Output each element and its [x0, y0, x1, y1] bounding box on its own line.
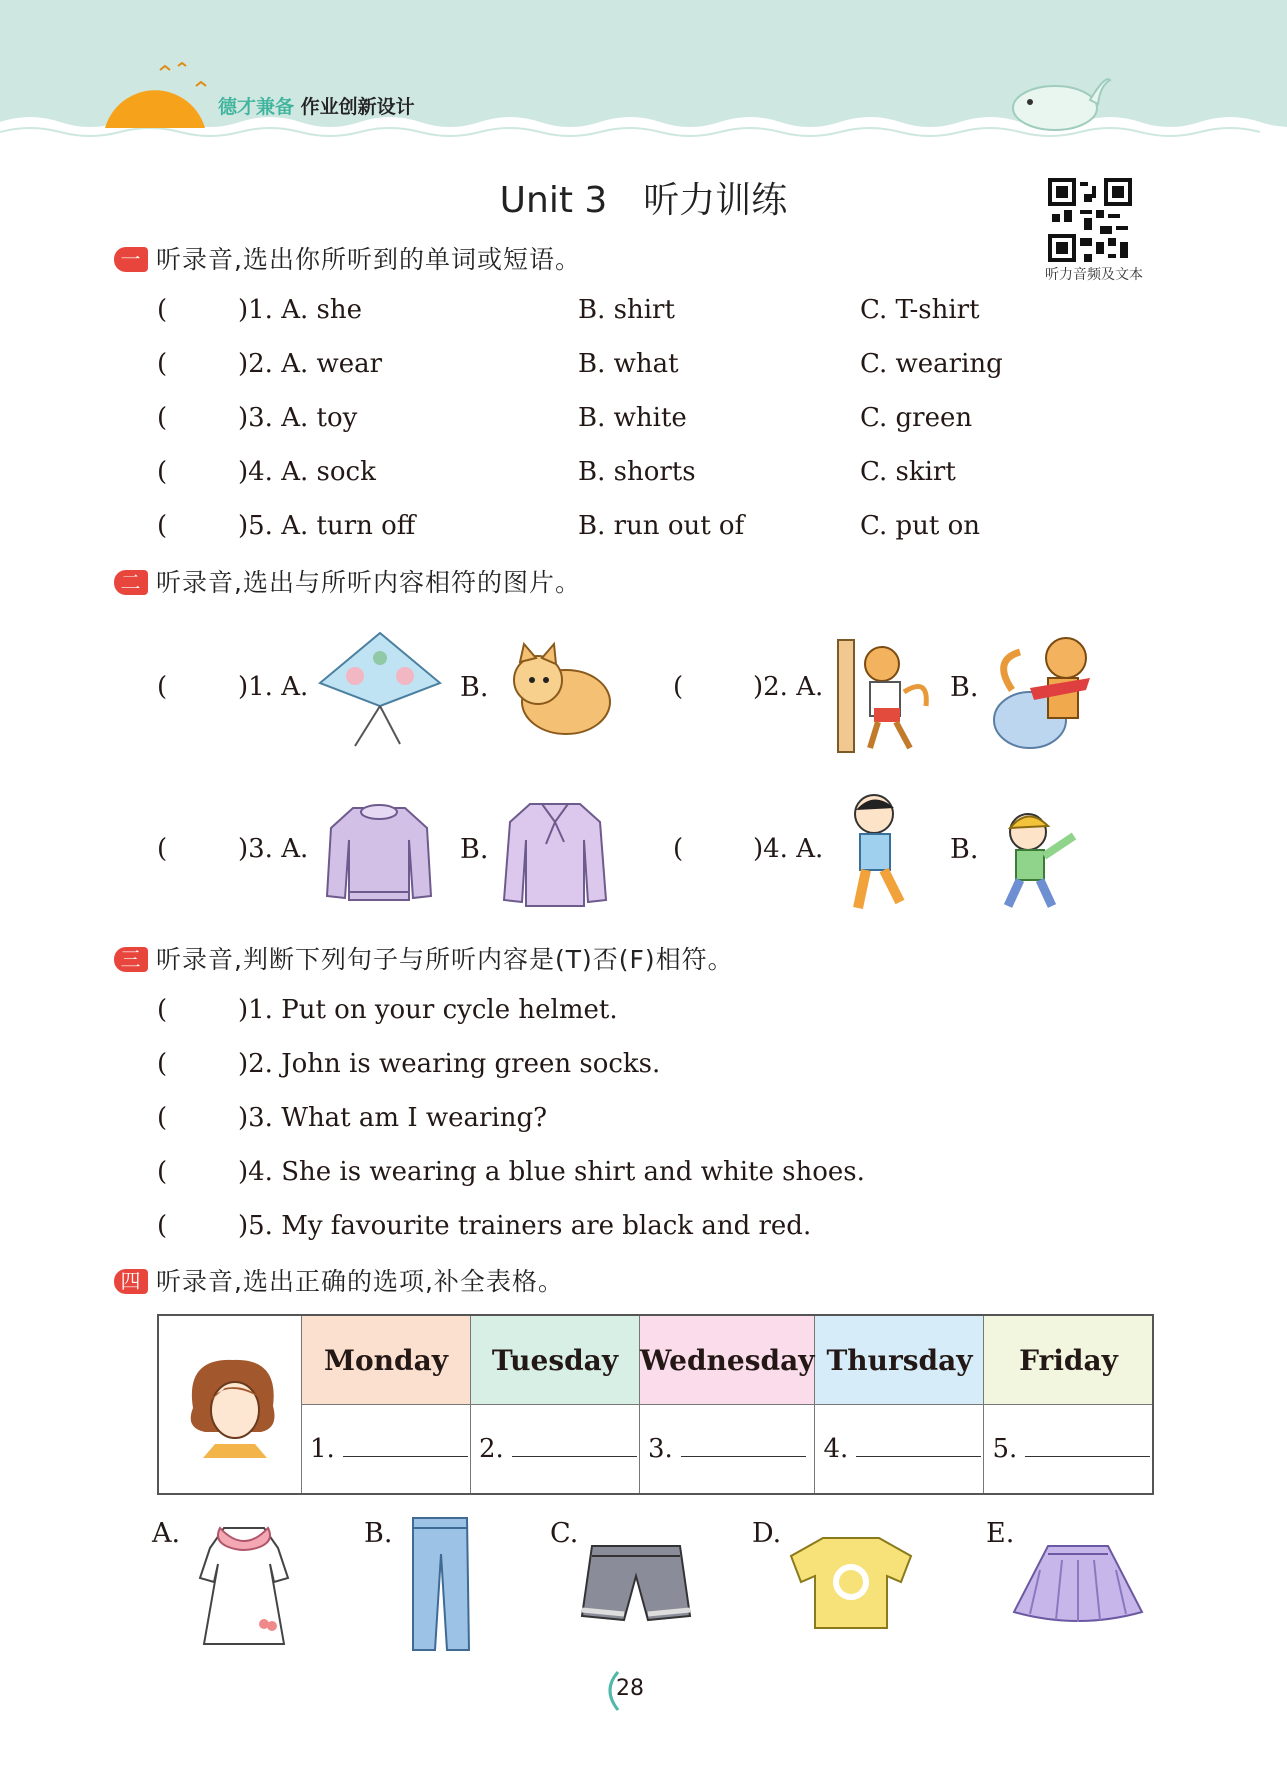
header-decoration: [0, 0, 1287, 150]
day-header-thursday: Thursday: [815, 1315, 984, 1405]
s1-item5-c: C. put on: [860, 511, 980, 541]
qr-code-icon[interactable]: [1048, 178, 1132, 262]
answer-paren[interactable]: (: [157, 1049, 168, 1079]
page-number: 28: [616, 1676, 644, 1701]
answer-paren[interactable]: (: [157, 1103, 168, 1133]
brand-part1: 德才兼备: [218, 96, 295, 118]
option-e-label: E.: [986, 1518, 1015, 1549]
s3-item5: )5. My favourite trainers are black and red.: [238, 1211, 812, 1241]
brand-part2: 作业创新设计: [300, 96, 415, 118]
tiger-scarf-picture: [990, 630, 1105, 750]
answer-cell-2[interactable]: [471, 1405, 640, 1495]
answer-paren[interactable]: (: [157, 349, 168, 379]
s1-item4-b: B. shorts: [578, 457, 696, 487]
section3-badge: 三: [114, 947, 148, 972]
blank-number: 2.: [479, 1434, 504, 1464]
s1-item3-b: B. white: [578, 403, 687, 433]
answer-paren[interactable]: (: [157, 995, 168, 1025]
answer-paren[interactable]: (: [157, 1157, 168, 1187]
shorts-picture: [578, 1540, 694, 1626]
s1-item2-c: C. wearing: [860, 349, 1003, 379]
s1-item4-a: )4. A. sock: [238, 457, 376, 487]
s1-item1-b: B. shirt: [578, 295, 675, 325]
option-b-label: B.: [364, 1518, 393, 1549]
answer-blank[interactable]: [1025, 1436, 1150, 1457]
s2-q1-b-label: B.: [460, 672, 489, 703]
section3-heading: [114, 940, 734, 976]
schedule-table: [157, 1314, 1154, 1495]
jeans-picture: [405, 1514, 475, 1654]
s2-q4-label: )4. A.: [753, 834, 824, 864]
sweater-picture: [323, 800, 435, 906]
s3-item2: )2. John is wearing green socks.: [238, 1049, 661, 1079]
answer-paren[interactable]: (: [157, 511, 168, 541]
s2-q1-label: )1. A.: [238, 672, 309, 702]
s1-item1-c: C. T-shirt: [860, 295, 980, 325]
day-header-monday: Monday: [302, 1315, 471, 1405]
answer-blank[interactable]: [343, 1436, 468, 1457]
s2-q3-label: )3. A.: [238, 834, 309, 864]
answer-paren[interactable]: (: [157, 403, 168, 433]
blank-number: 5.: [992, 1434, 1018, 1464]
section4-instruction: 听录音,选出正确的选项,补全表格。: [156, 1267, 564, 1296]
s1-item1-a: )1. A. she: [238, 295, 362, 325]
blank-number: 4.: [823, 1434, 849, 1464]
section3-instruction: 听录音,判断下列句子与所听内容是(T)否(F)相符。: [156, 945, 734, 974]
helmet-boy-picture: [988, 806, 1084, 912]
answer-cell-3[interactable]: [640, 1405, 815, 1495]
answer-cell-5[interactable]: [984, 1405, 1154, 1495]
answer-paren[interactable]: (: [157, 1211, 168, 1241]
section1-heading: [114, 240, 581, 276]
answer-cell-4[interactable]: [815, 1405, 984, 1495]
day-header-friday: Friday: [984, 1315, 1154, 1405]
section1-badge: 一: [114, 247, 148, 272]
kite-picture: [315, 628, 445, 750]
answer-paren[interactable]: (: [673, 672, 684, 702]
s3-item4: )4. She is wearing a blue shirt and white shoes.: [238, 1157, 865, 1187]
s1-item3-a: )3. A. toy: [238, 403, 358, 433]
option-a-label: A.: [152, 1518, 181, 1549]
section1-instruction: 听录音,选出你所听到的单词或短语。: [156, 245, 581, 274]
s1-item4-c: C. skirt: [860, 457, 956, 487]
answer-blank[interactable]: [512, 1436, 637, 1457]
s1-item2-a: )2. A. wear: [238, 349, 383, 379]
qr-caption: 听力音频及文本: [1045, 267, 1143, 283]
section2-badge: 二: [114, 570, 148, 595]
answer-blank[interactable]: [681, 1436, 806, 1457]
sun-icon: [105, 90, 205, 128]
s1-item3-c: C. green: [860, 403, 973, 433]
tiger-door-picture: [834, 636, 944, 756]
girl-picture-cell: [158, 1315, 302, 1494]
option-d-label: D.: [752, 1518, 782, 1549]
s1-item5-b: B. run out of: [578, 511, 745, 541]
girl-picture: [175, 1348, 285, 1458]
running-boy-picture: [838, 792, 920, 920]
s2-q4-b-label: B.: [950, 834, 979, 865]
s1-item2-b: B. what: [578, 349, 679, 379]
s3-item1: )1. Put on your cycle helmet.: [238, 995, 618, 1025]
section2-instruction: 听录音,选出与所听内容相符的图片。: [156, 568, 581, 597]
section4-heading: [114, 1262, 564, 1298]
blank-number: 1.: [310, 1434, 335, 1464]
answer-cell-1[interactable]: [302, 1405, 471, 1495]
day-header-wednesday: Wednesday: [640, 1315, 815, 1405]
answer-blank[interactable]: [856, 1436, 981, 1457]
answer-paren[interactable]: (: [157, 834, 168, 864]
s3-item3: )3. What am I wearing?: [238, 1103, 548, 1133]
answer-paren[interactable]: (: [157, 295, 168, 325]
brand-label: [218, 92, 415, 119]
tshirt-picture: [787, 1532, 915, 1632]
section2-heading: [114, 563, 581, 599]
dog-picture: [508, 640, 613, 740]
blank-number: 3.: [648, 1434, 673, 1464]
skirt-picture: [1010, 1540, 1145, 1626]
dress-picture: [192, 1514, 297, 1650]
s1-item5-a: )5. A. turn off: [238, 511, 416, 541]
section4-badge: 四: [114, 1269, 148, 1294]
answer-paren[interactable]: (: [157, 672, 168, 702]
blouse-picture: [502, 796, 608, 912]
day-header-tuesday: Tuesday: [471, 1315, 640, 1405]
answer-paren[interactable]: (: [673, 834, 684, 864]
s2-q2-label: )2. A.: [753, 672, 824, 702]
page-title: Unit 3 听力训练: [499, 180, 788, 221]
answer-paren[interactable]: (: [157, 457, 168, 487]
option-c-label: C.: [550, 1518, 579, 1549]
s2-q2-b-label: B.: [950, 672, 979, 703]
header-band: [0, 0, 1287, 150]
s2-q3-b-label: B.: [460, 834, 489, 865]
